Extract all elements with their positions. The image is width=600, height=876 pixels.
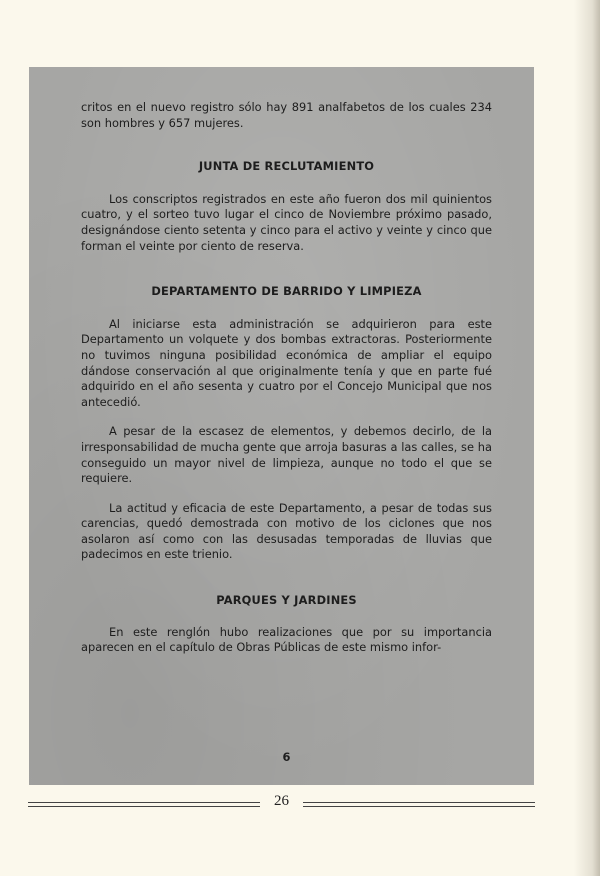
page-text-block	[81, 100, 492, 764]
paragraph-barrido-2: A pesar de la escasez de elementos, y debemos decirlo, de la irresponsabilidad de mucha gente que arroja basuras a las calles, se ha conseguido un mayor nivel de limpieza, aunque no todo el que se requiere.	[81, 424, 492, 486]
inner-page-number: 6	[282, 750, 291, 764]
footer-rule-left	[28, 802, 260, 807]
book-spine-shadow	[574, 0, 600, 876]
page-number: 26	[274, 793, 289, 809]
intro-paragraph: critos en el nuevo registro sólo hay 891 analfabetos de los cuales 234 son hombres y 657 mujeres.	[81, 100, 492, 130]
paragraph-barrido-1: Al iniciarse esta administración se adquirieron para este Departamento un volquete y dos bombas extractoras. Posteriormente no tuvimos ninguna posibilidad económica de ampliar el equipo dándose conservación al que originalmente tenía y que en parte fué adquirido en el año sesenta y cuatro por el Concejo Municipal que nos antecedió.	[81, 316, 492, 409]
scanned-page	[29, 67, 534, 785]
paragraph-reclutamiento: Los conscriptos registrados en este año fueron dos mil quinientos cuatro, y el sorteo tuvo lugar el cinco de Noviembre próximo pasado, designándose ciento setenta y cinco para el activo y veinte y cinco que forman el veinte por ciento de reserva.	[81, 191, 492, 253]
paragraph-parques: En este renglón hubo realizaciones que por su importancia aparecen en el capítulo de Obras Públicas de este mismo infor-	[81, 624, 492, 655]
footer-rule-right	[303, 802, 535, 807]
heading-barrido-limpieza: DEPARTAMENTO DE BARRIDO Y LIMPIEZA	[151, 284, 422, 299]
heading-junta-reclutamiento: JUNTA DE RECLUTAMIENTO	[198, 159, 375, 174]
paragraph-barrido-3: La actitud y eficacia de este Departamento, a pesar de todas sus carencias, quedó demostrada con motivo de los ciclones que nos asolaron así como con las desusadas temporadas de lluvias que padecimos en este trienio.	[81, 500, 492, 562]
heading-parques-jardines: PARQUES Y JARDINES	[216, 593, 357, 608]
